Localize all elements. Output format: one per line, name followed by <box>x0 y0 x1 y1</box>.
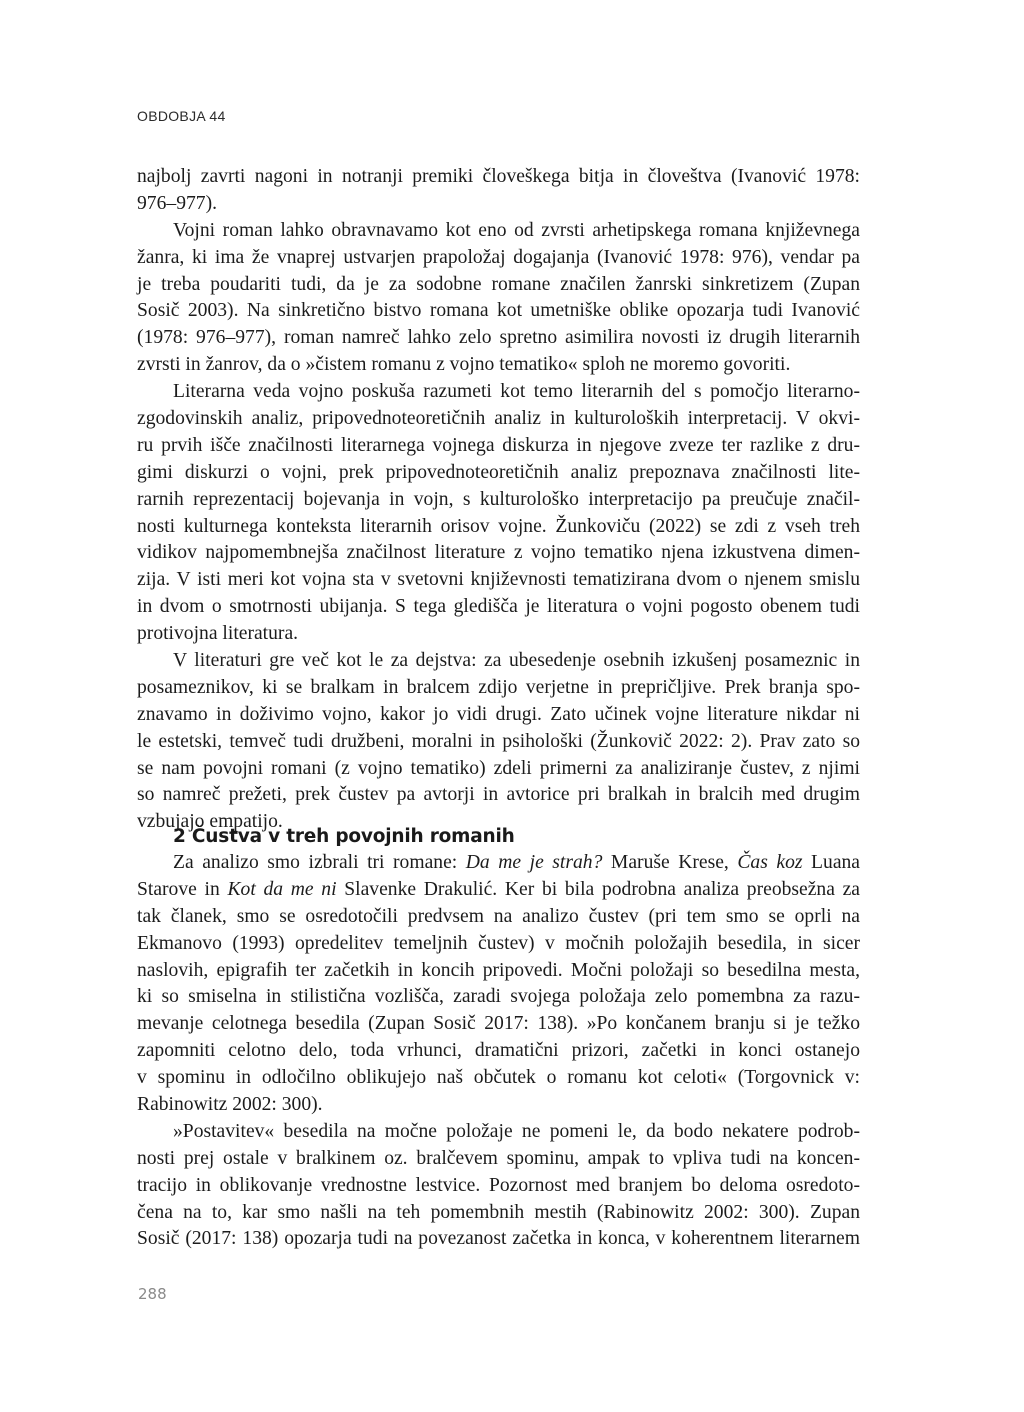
text-line: posameznikov, ki se bralkam in bralcem zdijo verjetne in prepričljive. Prek branja spo- <box>137 676 860 698</box>
text-run: Slavenke Drakulić. Ker bi bila podrobna analiza preobsežna za <box>336 878 861 900</box>
paragraph-start-line: Literarna veda vojno poskuša razumeti kot temo literarnih del s pomočjo literarno- <box>173 381 860 403</box>
text-line: zija. V isti meri kot vojna sta v svetovni književnosti tematizirana dvom o njenem smislu <box>137 569 860 591</box>
text-line: v spominu in odločilno oblikujejo naš občutek o romanu kot celoti« (Torgovnick v: <box>137 1067 860 1089</box>
body-text-section-1 <box>137 164 860 836</box>
text-line: se nam povojni romani (z vojno tematiko) zdeli primerni za analiziranje čustev, z njimi <box>137 757 860 779</box>
running-header: OBDOBJA 44 <box>137 108 226 124</box>
text-line: Sosič 2003). Na sinkretično bistvo romana kot umetniške oblike opozarja tudi Ivanović <box>137 300 860 322</box>
text-line: ki so smiselna in stilistična vozlišča, zaradi svojega položaja zelo pomembna za razu- <box>137 986 860 1008</box>
text-line: ru prvih išče značilnosti literarnega vojnega diskurza in njegove zveze ter razlike z dru- <box>137 434 860 456</box>
text-line: najbolj zavrti nagoni in notranji premiki človeškega bitja in človeštva (Ivanović 1978: <box>137 166 860 187</box>
text-run: Za analizo smo izbrali tri romane: <box>173 852 466 873</box>
text-run: Starove in <box>137 878 228 900</box>
paragraph-start-line: Vojni roman lahko obravnavamo kot eno od zvrsti arhetipskega romana književnega <box>173 219 860 241</box>
text-line: protivojna literatura. <box>137 623 299 645</box>
book-title: Da me je strah? <box>465 852 603 873</box>
paragraph-start-line: V literaturi gre več kot le za dejstva: za ubesedenje osebnih izkušenj posameznic in <box>173 650 860 672</box>
text-line: rarnih reprezentacij bojevanja in vojn, s kulturološko interpretacijo pa preučuje značil- <box>137 488 860 510</box>
text-run: Maruše Krese, <box>602 852 738 873</box>
text-line <box>137 877 860 904</box>
text-line: žanra, ki ima že vnaprej ustvarjen prapoložaj dogajanja (Ivanović 1978: 976), vendar pa <box>137 246 860 268</box>
text-line: znavamo in doživimo vojno, kakor jo vidi drugi. Zato učinek vojne literature nikdar ni <box>137 703 860 725</box>
text-line: zapomniti celotno delo, toda vrhunci, dramatični prizori, začetki in konci ostanejo <box>137 1040 860 1062</box>
text-line: (1978: 976–977), roman namreč lahko zelo spretno asimilira novosti iz drugih literarnih <box>137 327 860 349</box>
text-line: Ekmanovo (1993) opredelitev temeljnih čustev) v močnih položajih besedila, in sicer <box>137 932 860 954</box>
page-number: 288 <box>138 1285 167 1303</box>
text-line: zvrsti in žanrov, da o »čistem romanu z vojno tematiko« sploh ne moremo govoriti. <box>137 354 791 376</box>
text-line: Rabinowitz 2002: 300). <box>137 1094 323 1116</box>
text-line: čena na to, kar smo našli na teh pomembnih mestih (Rabinowitz 2002: 300). Zupan <box>137 1201 860 1223</box>
text-line: naslovih, epigrafih ter začetkih in koncih pripovedi. Močni položaji so besedilna mesta, <box>137 959 860 981</box>
text-line: je treba poudariti tudi, da je za sodobne romane značilen žanrski sinkretizem (Zupan <box>137 273 860 295</box>
text-line: Sosič (2017: 138) opozarja tudi na povezanost začetka in konca, v koherentnem literarnem <box>137 1228 860 1250</box>
text-line: tracijo in oblikovanje vrednostne lestvice. Pozornost med branjem bo deloma osredoto- <box>137 1174 860 1196</box>
text-line: 976–977). <box>137 192 218 214</box>
section-heading: 2 Čustva v treh povojnih romanih <box>173 826 515 847</box>
text-line: le estetski, temveč tudi družbeni, moralni in psihološki (Žunkovič 2022: 2). Prav zato so <box>137 730 860 752</box>
book-title: Kot da me ni <box>227 878 337 900</box>
paragraph-start-line <box>137 850 860 877</box>
text-run: Luana <box>802 852 861 873</box>
text-line: in dvom o smotrnosti ubijanja. S tega gledišča je literatura o vojni pogosto obenem tudi <box>137 596 860 618</box>
text-line: so namreč prežeti, prek čustev pa avtorji in avtorice pri bralkah in bralcih med drugim <box>137 784 860 806</box>
paragraph-start-line: »Postavitev« besedila na močne položaje ne pomeni le, da bodo nekatere podrob- <box>173 1120 860 1142</box>
body-text-section-2 <box>137 850 860 1253</box>
text-line: vzbujajo empatijo. <box>137 811 283 833</box>
text-line: mevanje celotnega besedila (Zupan Sosič 2017: 138). »Po končanem branju si je težko <box>137 1013 860 1035</box>
text-line: nosti prej ostale v bralkinem oz. bralčevem spominu, ampak to vpliva tudi na koncen- <box>137 1147 860 1169</box>
text-line: zgodovinskih analiz, pripovednoteoretičnih analiz in kulturoloških interpretacij. V okvi- <box>137 408 860 430</box>
text-line: vidikov najpomembnejša značilnost literature z vojno tematiko njena izkustvena dimen- <box>137 542 860 564</box>
text-line: gimi diskurzi o vojni, prek pripovednoteoretičnih analiz prepoznava značilnosti lite- <box>137 461 860 483</box>
text-line: tak članek, smo se osredotočili predvsem na analizo čustev (pri tem smo se oprli na <box>137 905 860 927</box>
text-line: nosti kulturnega konteksta literarnih orisov vojne. Žunkoviču (2022) se zdi z vseh treh <box>137 515 860 537</box>
book-title: Čas koz <box>737 852 803 873</box>
